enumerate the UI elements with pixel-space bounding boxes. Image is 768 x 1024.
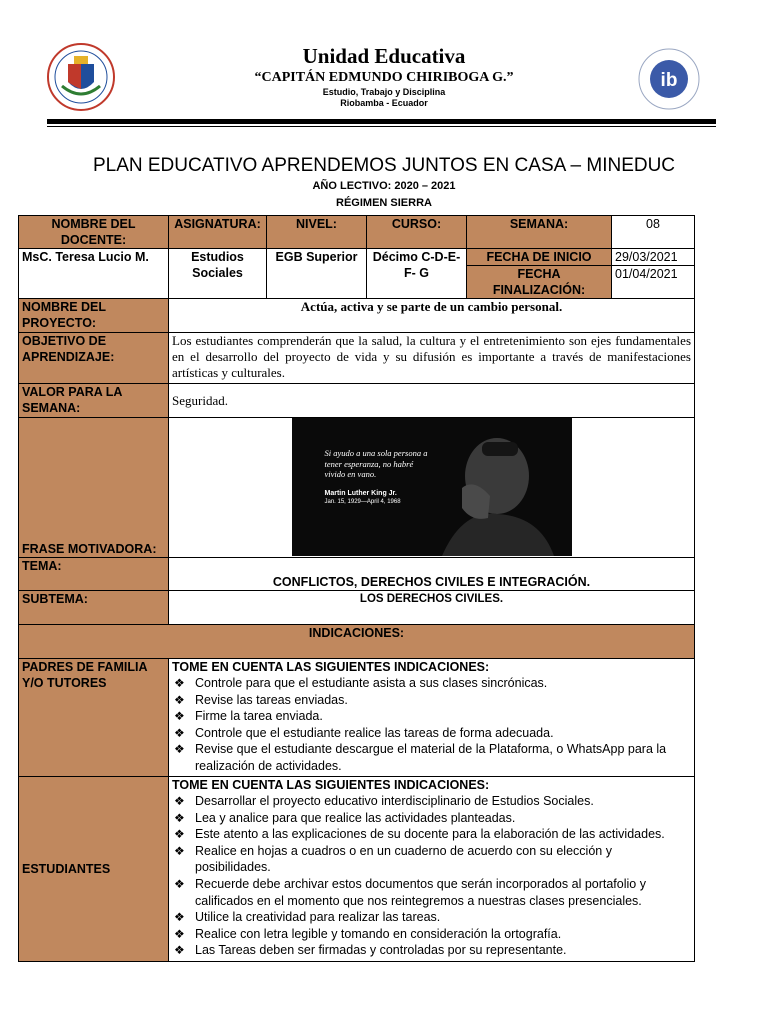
diamond-bullet-icon: ❖ [174, 742, 185, 757]
ib-world-school-logo [636, 48, 702, 110]
list-item [174, 926, 691, 943]
list-item [174, 843, 691, 876]
frase-row [19, 418, 695, 558]
header-divider-thin [47, 126, 716, 127]
padres-label: PADRES DE FAMILIA Y/O TUTORES [19, 659, 169, 777]
quote-citation [325, 490, 401, 506]
padres-cell [169, 659, 695, 777]
list-item-text: Controle que el estudiante realice las tareas de forma adecuada. [195, 725, 554, 740]
subtema-label: SUBTEMA: [19, 591, 169, 625]
indicaciones-row [19, 625, 695, 659]
diamond-bullet-icon: ❖ [174, 943, 185, 958]
valor-value: Seguridad. [169, 384, 695, 418]
tema-value: CONFLICTOS, DERECHOS CIVILES E INTEGRACIÓN. [169, 558, 695, 591]
tema-label: TEMA: [19, 558, 169, 591]
document-header [0, 0, 768, 130]
list-item [174, 692, 691, 709]
estudiantes-row [19, 777, 695, 962]
list-item-text: Controle para que el estudiante asista a sus clases sincrónicas. [195, 676, 548, 690]
estudiantes-heading: TOME EN CUENTA LAS SIGUIENTES INDICACIONES: [172, 778, 490, 792]
diamond-bullet-icon: ❖ [174, 926, 185, 941]
subtema-value: LOS DERECHOS CIVILES. [169, 591, 695, 625]
diamond-bullet-icon: ❖ [174, 709, 185, 724]
plan-table [18, 215, 695, 962]
tema-row [19, 558, 695, 591]
portrait-silhouette [292, 418, 572, 556]
list-item-text: Este atento a las explicaciones de su docente para la elaboración de las actividades. [195, 827, 665, 842]
fecha-inicio-header: FECHA DE INICIO [467, 249, 612, 266]
curso-header: CURSO: [367, 216, 467, 249]
list-item-text: Revise que el estudiante descargue el material de la Plataforma, o WhatsApp para la realización de actividades. [195, 742, 667, 773]
valor-label: VALOR PARA LA SEMANA: [19, 384, 169, 418]
diamond-bullet-icon: ❖ [174, 876, 185, 891]
ib-logo-text: ib [660, 70, 678, 91]
header-row [19, 216, 695, 249]
list-item-text: Realice en hojas a cuadros o en un cuaderno de acuerdo con su elección y posibilidades. [195, 843, 612, 875]
school-full-name: “CAPITÁN EDMUNDO CHIRIBOGA G.” [254, 70, 514, 85]
estudiantes-list [172, 793, 691, 959]
nivel-header: NIVEL: [267, 216, 367, 249]
info-row-1 [19, 249, 695, 266]
list-item-text: Recuerde debe archivar estos documentos que serán incorporados al portafolio y calificados en el momento que nos reintegremos a nuestras clases presenciales. [195, 876, 646, 908]
list-item [174, 942, 691, 959]
diamond-bullet-icon: ❖ [174, 725, 185, 740]
objetivo-row [19, 333, 695, 384]
list-item-text: Desarrollar el proyecto educativo interdisciplinario de Estudios Sociales. [195, 794, 594, 808]
list-item [174, 826, 691, 843]
diamond-bullet-icon: ❖ [174, 794, 185, 808]
list-item-text: Utilice la creatividad para realizar las tareas. [195, 910, 441, 925]
nivel-value: EGB Superior [267, 249, 367, 299]
quote-author: Martin Luther King Jr. [324, 490, 397, 497]
list-item [174, 793, 691, 810]
list-item-text: Firme la tarea enviada. [195, 709, 323, 724]
list-item-text: Realice con letra legible y tomando en consideración la ortografía. [195, 926, 562, 941]
fecha-fin-header: FECHA FINALIZACIÓN: [467, 266, 612, 299]
list-item [174, 810, 691, 827]
list-item-text: Las Tareas deben ser firmadas y controladas por su representante. [195, 943, 567, 958]
quote-text: Si ayudo a una sola persona a tener esperanza, no habré vivido en vano. [324, 448, 428, 479]
school-location: Riobamba - Ecuador [340, 98, 428, 108]
school-name: Unidad Educativa [302, 44, 466, 68]
quote-dates: Jan. 15, 1929—April 4, 1968 [324, 499, 401, 505]
asignatura-header: ASIGNATURA: [169, 216, 267, 249]
estudiantes-label: ESTUDIANTES [19, 777, 169, 962]
subtema-row [19, 591, 695, 625]
proyecto-value: Actúa, activa y se parte de un cambio personal. [169, 299, 695, 333]
curso-value: Décimo C-D-E-F- G [367, 249, 467, 299]
fecha-inicio-value: 29/03/2021 [612, 249, 695, 266]
plan-title: PLAN EDUCATIVO APRENDEMOS JUNTOS EN CASA – MINEDUC [92, 155, 676, 176]
diamond-bullet-icon: ❖ [174, 827, 185, 842]
list-item-text: Lea y analice para que realice las actividades planteadas. [195, 810, 516, 825]
indicaciones-title: INDICACIONES: [19, 625, 695, 659]
list-item [174, 741, 691, 774]
objetivo-label: OBJETIVO DE APRENDIZAJE: [19, 333, 169, 384]
semana-value: 08 [612, 216, 695, 249]
list-item [174, 876, 691, 909]
diamond-bullet-icon: ❖ [174, 810, 185, 825]
frase-label: FRASE MOTIVADORA: [19, 418, 169, 558]
list-item [174, 708, 691, 725]
school-year: AÑO LECTIVO: 2020 – 2021 [312, 180, 456, 192]
estudiantes-cell [169, 777, 695, 962]
list-item [174, 675, 691, 692]
fecha-fin-value: 01/04/2021 [612, 266, 695, 299]
header-divider [47, 119, 716, 124]
padres-row [19, 659, 695, 777]
list-item-text: Revise las tareas enviadas. [195, 692, 348, 707]
diamond-bullet-icon: ❖ [174, 843, 185, 858]
list-item [174, 909, 691, 926]
asignatura-value: Estudios Sociales [169, 249, 267, 299]
frase-cell [169, 418, 695, 558]
diamond-bullet-icon: ❖ [174, 676, 185, 690]
school-regime: RÉGIMEN SIERRA [336, 197, 432, 209]
diamond-bullet-icon: ❖ [174, 692, 185, 707]
padres-list [172, 675, 691, 775]
list-item [174, 725, 691, 742]
proyecto-row [19, 299, 695, 333]
semana-header: SEMANA: [467, 216, 612, 249]
mlk-quote-image [292, 418, 572, 556]
proyecto-label: NOMBRE DEL PROYECTO: [19, 299, 169, 333]
school-motto: Estudio, Trabajo y Disciplina [322, 87, 446, 97]
valor-row [19, 384, 695, 418]
docente-header: NOMBRE DEL DOCENTE: [19, 216, 169, 249]
diamond-bullet-icon: ❖ [174, 910, 185, 925]
docente-value: MsC. Teresa Lucio M. [19, 249, 169, 299]
objetivo-value: Los estudiantes comprenderán que la salud, la cultura y el entretenimiento son ejes fundamentales en el desarrollo del proyecto de vida y su difusión es importante a través de manifestaciones artísticas y culturales. [169, 333, 695, 384]
padres-heading: TOME EN CUENTA LAS SIGUIENTES INDICACIONES: [172, 660, 490, 674]
